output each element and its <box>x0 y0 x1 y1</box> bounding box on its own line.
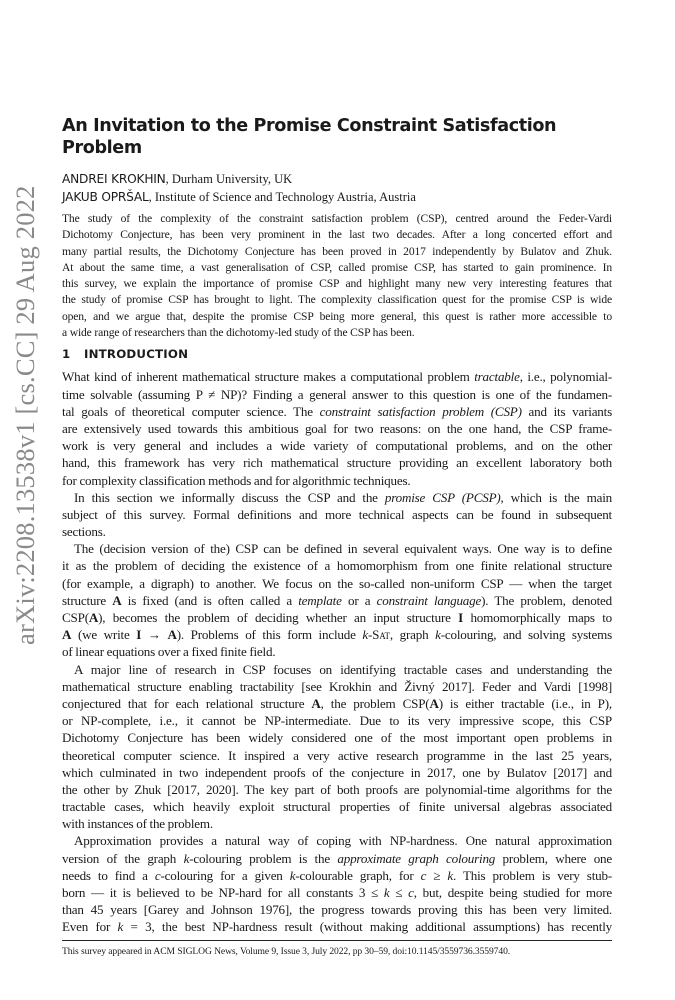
section-heading <box>62 346 612 362</box>
body-text <box>62 368 612 935</box>
text-line: a wide range of researchers than the dichotomy-led study of the CSP has been. <box>62 326 415 340</box>
text-line: version of the graph k-colouring problem is the approximate graph colouring problem, where one <box>62 850 613 866</box>
text-line: tal goals of theoretical computer science. The constraint satisfaction problem (CSP) and its variants <box>62 403 612 419</box>
text-line: the other by Zhuk [2017, 2020]. The key part of both proofs are polynomial-time algorithms for the <box>62 781 612 797</box>
author-2 <box>62 188 612 206</box>
text-line: many partial results, the Dichotomy Conjecture has been proved in 2017 independently by Bulatov and Zhuk. <box>62 244 612 258</box>
text-line: Approximation provides a natural way of coping with NP-hardness. One natural approximation <box>74 833 612 849</box>
text-line: with instances of the problem. <box>62 816 213 832</box>
text-line: than 45 years [Garey and Johnson 1976], the progress towards proving this has been very limited. <box>62 902 612 918</box>
text-line: Dichotomy Conjecture has been widely considered one of the most important open problems in <box>62 730 612 746</box>
text-line: theoretical computer science. It inspired a very active research programme in the last 25 years, <box>62 747 612 763</box>
text-line: subject of this survey. Formal definitions and more technical aspects can be found in subsequent <box>62 506 612 522</box>
text-line: are extensively used towards this ambitious goal for two reasons: on the one hand, the CSP frame- <box>62 420 612 436</box>
text-line: born — it is believed to be NP-hard for all constants 3 ≤ k ≤ c, but, despite being studied for more <box>62 885 612 900</box>
paragraph <box>62 832 612 935</box>
text-line: for complexity classification methods and for algorithmic techniques. <box>62 472 411 488</box>
text-line: Dichotomy Conjecture, has been very prominent in the last two decades. After a long concerted effort and <box>62 228 612 242</box>
author-affiliation: , Durham University, UK <box>165 172 293 186</box>
footnote: This survey appeared in ACM SIGLOG News, Volume 9, Issue 3, July 2022, pp 30–59, doi:10.1145/3559736.3559740. <box>62 945 511 957</box>
footnote-rule <box>62 940 612 941</box>
section-title: INTRODUCTION <box>84 347 189 362</box>
text-line: this survey, we explain the importance of promise CSP and highlight many new very interesting features that <box>62 277 612 291</box>
paper-title: An Invitation to the Promise Constraint Satisfaction Problem <box>62 116 557 158</box>
text-line: needs to find a c-colouring for a given k-colourable graph, for c ≥ k. This problem is very stub- <box>62 867 612 883</box>
text-line: The (decision version of the) CSP can be defined in several equivalent ways. One way is to define <box>74 541 612 557</box>
text-line: open, and we argue that, despite the promise CSP being more general, this quest is rather more accessible to <box>62 309 612 323</box>
text-line: sections. <box>62 524 106 540</box>
author-affiliation: , Institute of Science and Technology Austria, Austria <box>148 190 416 204</box>
author-1 <box>62 170 612 188</box>
text-line: tractable cases, which heavily exploit structural properties of finite universal algebras associated <box>62 799 612 815</box>
text-line: CSP(A), becomes the problem of deciding whether an input structure I homomorphically maps to <box>62 610 612 625</box>
text-line: the study of promise CSP has brought to light. The complexity classification quest for the promise CSP is wide <box>62 293 612 307</box>
text-line: In this section we informally discuss the CSP and the promise CSP (PCSP), which is the main <box>74 489 612 505</box>
text-line: Even for k = 3, the best NP-hardness result (without making additional assumptions) has recently <box>62 919 612 935</box>
text-line: mathematical structure enabling tractability [see Krokhin and Živný 2017]. Feder and Vardi [1998] <box>62 678 612 694</box>
text-line: or NP-complete, i.e., it cannot be NP-intermediate. Due to its very impressive scope, this CSP <box>62 713 612 729</box>
page-column <box>62 115 612 958</box>
paragraph <box>62 489 612 541</box>
text-line: A (we write I → A). Problems of this form include k-Sat, graph k-colouring, and solving systems <box>62 627 612 643</box>
paragraph <box>62 540 612 660</box>
author-name: JAKUB OPRŠAL <box>62 190 149 204</box>
abstract <box>62 211 612 341</box>
text-line: (for example, a digraph) to another. We focus on the so-called non-uniform CSP — when the target <box>62 575 612 591</box>
text-line: work is very general and includes a wide variety of computational problems, and on the other <box>62 438 612 454</box>
author-name: ANDREI KROKHIN <box>62 172 166 186</box>
text-line: What kind of inherent mathematical structure makes a computational problem tractable, i.e., polynomial- <box>62 369 612 385</box>
text-line: The study of the complexity of the constraint satisfaction problem (CSP), centred around the Feder-Vardi <box>62 212 612 225</box>
section-number: 1 <box>62 347 71 362</box>
text-line: it as the problem of deciding the existence of a homomorphism from one finite relational structure <box>62 558 612 574</box>
paragraph <box>62 661 612 833</box>
text-line: time solvable (assuming P ≠ NP)? Finding a general answer to this question is one of the fundamen- <box>62 386 612 402</box>
text-line: hand, this framework has very rich mathematical structure providing an excellent laboratory both <box>62 455 612 471</box>
text-line: which culminated in two independent proofs of the conjecture in 2017, one by Bulatov [2017] and <box>62 764 612 780</box>
arxiv-stamp: arXiv:2208.13538v1 [cs.CC] 29 Aug 2022 <box>10 185 40 645</box>
text-line: conjectured that for each relational structure A, the problem CSP(A) is either tractable (i.e., in P), <box>62 695 612 711</box>
text-line: structure A is fixed (and is often called a template or a constraint language). The problem, denoted <box>62 592 612 608</box>
paragraph <box>62 368 612 488</box>
text-line: A major line of research in CSP focuses on identifying tractable cases and understanding the <box>74 661 612 677</box>
text-line: At about the same time, a vast generalisation of CSP, called promise CSP, has started to gain prominence. In <box>62 260 612 274</box>
text-line: of linear equations over a fixed finite field. <box>62 644 276 660</box>
